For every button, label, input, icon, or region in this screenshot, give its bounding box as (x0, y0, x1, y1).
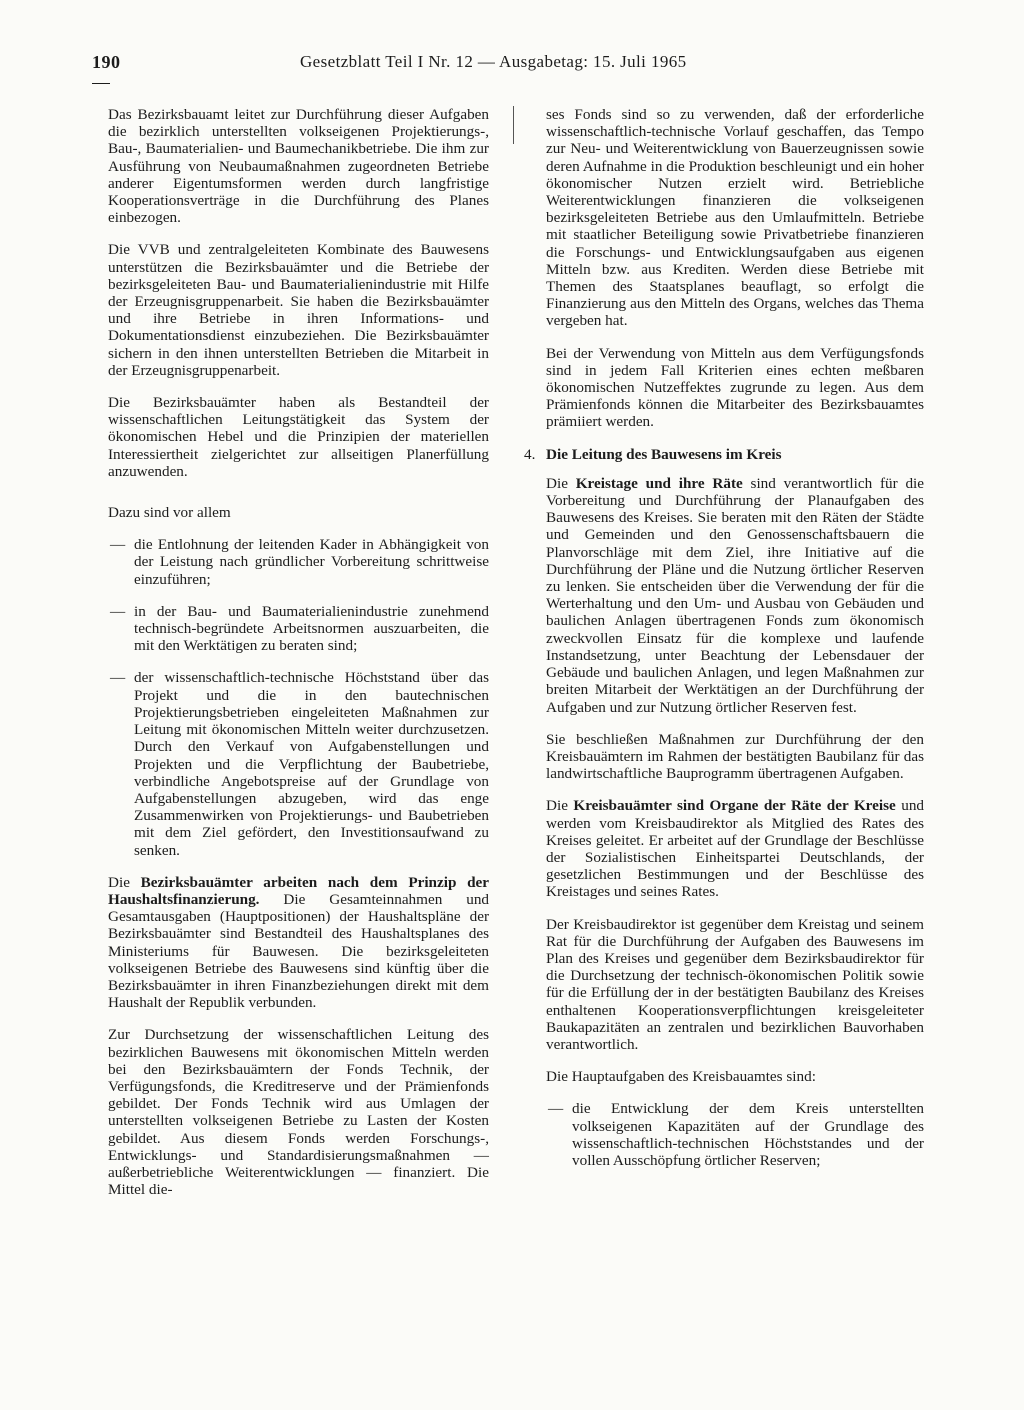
list-item-text: der wissenschaftlich-technische Höchststand über das Projekt und die in den bautechnischen Projektierungsbetrieben eingeleiteten Maßnahmen zur Leitung mit ökonomischen Mitteln weiter durchzusetzen. Durch den Verkauf von Aufgabenstellungen und Projekten und die Verpflichtung der Baubetriebe, verbindliche Angebotspreise auf der Grundlage von Aufgabenstellungen abzugeben, wird das enge Zusammenwirken von Projektierungs- und Baubetrieben mit dem Ziel gefördert, den Investitionsaufwand zu senken. (134, 669, 489, 859)
list-item-text: die Entlohnung der leitenden Kader in Abhängigkeit von der Leistung nach gründlicher Vorbereitung schrittweise einzuführen; (134, 536, 489, 588)
paragraph: Dazu sind vor allem (108, 504, 231, 522)
section-heading (524, 446, 924, 463)
paragraph (546, 797, 924, 900)
paragraph-text: Die Gesamteinnahmen und Gesamtausgaben (Hauptpositionen) der Haushaltspläne der Bezirksbauämter sind Bestandteil des Haushaltsplanes des Ministeriums für Bauwesen. Die bezirksgeleiteten volkseigenen Betriebe des Bauwesens sind künftig über die Bezirksbauämter in ihren Finanzbeziehungen direkt mit dem Haushalt der Republik verbunden. (108, 890, 490, 1012)
list-item (108, 536, 489, 588)
lead-word: Die (108, 873, 130, 891)
lead-word: Die (546, 474, 568, 492)
list-item (108, 603, 489, 655)
section-number: 4. (524, 445, 536, 463)
paragraph: Die VVB und zentralgeleiteten Kombinate des Bauwesens unterstützen die Bezirksbauämter und die Betriebe der bezirksgeleiteten Bau- und Baumaterialienindustrie mit Hilfe der Erzeugnisgruppenarbeit. Sie haben die Bezirksbauämter und ihre Betriebe in ihren Informations- und Dokumentationsdienst einzubeziehen. Die Bezirksbauämter sichern in den ihnen unterstellten Betrieben die Mitarbeit in der Erzeugnisgruppenarbeit. (108, 241, 489, 379)
list-item-text: in der Bau- und Baumaterialienindustrie zunehmend technisch-begründete Arbeitsnormen auszuarbeiten, die mit den Werktätigen zu beraten sind; (134, 602, 489, 655)
running-title: Gesetzblatt Teil I Nr. 12 — Ausgabetag: 15. Juli 1965 (300, 52, 687, 71)
section-title: Die Leitung des Bauwesens im Kreis (546, 445, 782, 463)
paragraph: Bei der Verwendung von Mitteln aus dem Verfügungsfonds sind in jedem Fall Kriterien eines echten meßbaren ökonomischen Nutzeffektes zugrunde zu legen. Aus dem Prämienfonds können die Mitarbeiter des Bezirksbauamtes prämiiert werden. (546, 344, 924, 431)
right-column (524, 106, 925, 1184)
lead-word: Die (546, 797, 568, 815)
paragraph: Sie beschließen Maßnahmen zur Durchführung der den Kreisbauämtern im Rahmen der bestätigten Baubilanz für das landwirtschaftliche Bauprogramm übertragenen Aufgaben. (546, 730, 924, 783)
page-number: 190 (92, 52, 121, 72)
page-header (0, 0, 1024, 80)
dash-marker: — (110, 602, 126, 620)
paragraph: Der Kreisbaudirektor ist gegenüber dem Kreistag und seinem Rat für die Durchführung der Aufgaben des Bauwesens im Plan des Kreises und gegenüber dem Bezirksbaudirektor für die Durchsetzung der technisch-ökonomischen Politik sowie für die Erfüllung der in der bestätigten Baubilanz des Kreises enthaltenen Kooperationsverpflichtungen kreisgeleiteter Baukapazitäten an zentralen und bezirklichen Bauvorhaben verantwortlich. (546, 915, 924, 1053)
list-item (108, 669, 489, 858)
paragraph: Zur Durchsetzung der wissenschaftlichen Leitung des bezirklichen Bauwesens mit ökonomischen Mitteln werden bei den Bezirksbauämtern der Fonds Technik, der Verfügungsfonds, die Kreditreserve und der Prämienfonds gebildet. Der Fonds Technik wird aus Umlagen der unterstellten volkseigenen Betriebe zu Lasten der Kosten gebildet. Aus diesem Fonds werden Forschungs-, Entwicklungs- und Standardisierungsmaßnahmen — außerbetriebliche Weiterentwicklungen — finanziert. Die Mittel die- (108, 1026, 489, 1199)
list-item (546, 1100, 924, 1169)
paragraph: ses Fonds sind so zu verwenden, daß der erforderliche wissenschaftlich-technische Vorlauf geschaffen, das Tempo zur Neu- und Weiterentwicklung von Bauerzeugnissen sowie deren Aufnahme in die Produktion beschleunigt und ein hoher ökonomischer Nutzen erzielt wird. Betriebliche Weiterentwicklungen finanzieren die volkseigenen bezirksgeleiteten Betriebe aus den Umlaufmitteln. Betriebe mit staatlicher Beteiligung sowie Privatbetriebe finanzieren die Forschungs- und Entwicklungsaufgaben aus eigenen Mitteln bzw. aus Krediten. Werden diese Betriebe mit Themen des Staatsplanes beauflagt, so erfolgt die Finanzierung aus den Mitteln des Organs, welches das Thema vergeben hat. (546, 106, 924, 330)
bold-phrase: Kreistage und ihre Räte (575, 474, 743, 492)
paragraph: Die Bezirksbauämter haben als Bestandteil der wissenschaftlichen Leitungstätigkeit das System der ökonomischen Hebel und die Prinzipien der materiellen Interessiertheit zielgerichtet zur allseitigen Planerfüllung anzuwenden. (108, 394, 489, 480)
bold-phrase: Bezirksbauämter arbeiten nach dem Prinzip der Haushaltsfinanzierung. (108, 873, 490, 908)
paragraph (546, 475, 924, 716)
paragraph: Das Bezirksbauamt leitet zur Durchführung dieser Aufgaben die bezirklich unterstellten volkseigenen Projektierungs-, Bau-, Baumaterialien- und Baumechanikbetriebe. Die ihm zur Ausführung von Neubaumaßnahmen zugeordneten Betriebe anderer Eigentumsformen werden durch langfristige Kooperationsverträge in die Durchführung des Planes einbezogen. (108, 106, 489, 227)
paragraph-text: sind verantwortlich für die Vorbereitung und Durchführung der Planaufgaben des Bauwesens des Kreises. Sie beraten mit den Räten der Städte und Gemeinden und den Genossenschaftsbauern die Planvorschläge mit dem Ziel, ihre Initiative auf die Durchführung der Pläne und die Nutzung örtlicher Reserven zu lenken. Sie entscheiden über die Verwendung der für die Werterhaltung und den Um- und Ausbau von Gebäuden und baulichen Anlagen übertragenen Fonds zum ökonomisch zweckvollen Einsatz für die komplexe und laufende Instandsetzung, unter Beachtung der Lebensdauer der Gebäude und baulichen Anlagen, und legen Maßnahmen zur breiten Mitarbeit der Werktätigen an der Durchführung der Aufgaben und zur Nutzung örtlicher Reserven fest. (546, 474, 925, 716)
dash-marker: — (110, 536, 126, 554)
list-item-text: die Entwicklung der dem Kreis unterstellten volkseigenen Kapazitäten auf der Grundlage des wissenschaftlich-technischen Höchststandes und der vollen Ausschöpfung örtlicher Reserven; (572, 1100, 924, 1169)
paragraph (108, 874, 489, 1012)
header-rule (92, 83, 110, 84)
paragraph: Die Hauptaufgaben des Kreisbauamtes sind: (546, 1068, 816, 1086)
dash-marker: — (548, 1100, 564, 1118)
column-divider (513, 106, 514, 144)
dash-marker: — (110, 669, 126, 687)
paragraph-text: und werden vom Kreisbaudirektor als Mitglied des Rates des Kreises geleitet. Er arbeitet auf der Grundlage der Beschlüsse der Sozialistischen Einheitspartei Deutschlands, der gesetzlichen Bestimmungen und der Beschlüsse des Kreistages und seines Rates. (546, 797, 924, 901)
bold-phrase: Kreisbauämter sind Organe der Räte der Kreise (573, 797, 896, 815)
left-column (108, 106, 489, 1213)
